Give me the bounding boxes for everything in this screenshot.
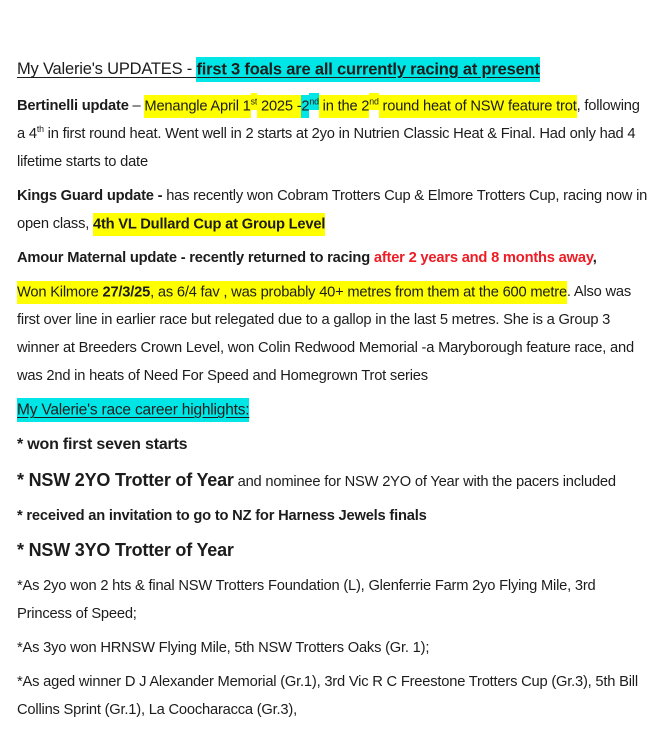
text-run: after 2 years and 8 months away: [373, 250, 593, 266]
text-run: ,: [592, 250, 597, 266]
text-run: Kings Guard update -: [17, 188, 163, 204]
text-run: , following a 4: [17, 98, 644, 142]
text-run: in the 2: [319, 95, 369, 118]
text-run: st: [251, 93, 257, 110]
text-run: has recently won Cobram Trotters Cup & Elmore Trotters Cup, racing now in open class,: [17, 188, 651, 232]
highlight-won-first-seven-starts: [17, 430, 650, 460]
text-run: * received an invitation to go to NZ for Harness Jewels finals: [17, 508, 427, 524]
title: [17, 52, 650, 86]
text-run: Menangle April 1: [144, 95, 250, 118]
text-run: and nominee for NSW 2YO of Year with the pacers included: [233, 474, 616, 490]
text-run: My Valerie's race career highlights:: [17, 398, 249, 422]
text-run: nd: [309, 93, 318, 110]
text-run: th: [36, 124, 44, 135]
highlight-nsw-3yo-trotter: [17, 536, 650, 566]
text-run: 2025 -: [257, 95, 301, 118]
text-run: My Valerie's UPDATES -: [17, 60, 197, 78]
text-run: *As aged winner D J Alexander Memorial (Gr.1), 3rd Vic R C Freestone Trotters Cup (Gr.3), 5th Bill Collins Sprint (Gr.1), La Coocharacca (Gr.3),: [17, 674, 642, 718]
highlight-nz-invitation: [17, 502, 650, 530]
career-detail-3yo: [17, 634, 650, 662]
text-run: *As 3yo won HRNSW Flying Mile, 5th NSW Trotters Oaks (Gr. 1);: [17, 640, 430, 656]
highlight-nsw-2yo-trotter: [17, 466, 650, 496]
text-run: Won Kilmore: [17, 281, 102, 304]
text-run: , as 6/4 fav , was probably 40+ metres from them at the 600 metre: [150, 281, 567, 304]
text-run: –: [128, 98, 145, 114]
text-run: * won first seven starts: [17, 436, 188, 453]
race-career-highlights-heading: [17, 396, 650, 424]
text-run: *As 2yo won 2 hts & final NSW Trotters Foundation (L), Glenferrie Farm 2yo Flying Mile, 3rd Princess of Speed;: [17, 578, 600, 622]
text-run: round heat of NSW feature trot: [379, 95, 577, 118]
text-run: first 3 foals are all currently racing at present: [196, 57, 539, 82]
career-detail-aged: [17, 668, 650, 724]
amour-maternal-update-paragraph: [17, 244, 650, 272]
career-detail-2yo: [17, 572, 650, 628]
kilmore-win-paragraph: [17, 278, 650, 390]
text-run: * NSW 2YO Trotter of Year: [17, 470, 234, 490]
text-run: 2: [301, 95, 309, 118]
text-run: * NSW 3YO Trotter of Year: [17, 540, 234, 560]
text-run: in first round heat. Went well in 2 starts at 2yo in Nutrien Classic Heat & Final. Had only had 4 lifetime starts to date: [17, 126, 640, 170]
text-run: nd: [369, 93, 378, 110]
text-run: Amour Maternal update - recently returned to racing: [17, 250, 374, 266]
bertinelli-update-paragraph: [17, 92, 650, 176]
kings-guard-update-paragraph: [17, 182, 650, 238]
text-run: 4th VL Dullard Cup at Group Level: [93, 213, 325, 236]
text-run: . Also was first over line in earlier race but relegated due to a gallop in the last 5 metres. She is a Group 3 winner at Breeders Crown Level, won Colin Redwood Memorial -a Maryborough feature race, and was 2nd in heats of Need For Speed and Homegrown Trot series: [17, 284, 638, 384]
text-run: Bertinelli update: [17, 98, 129, 114]
text-run: 27/3/25: [102, 281, 150, 304]
